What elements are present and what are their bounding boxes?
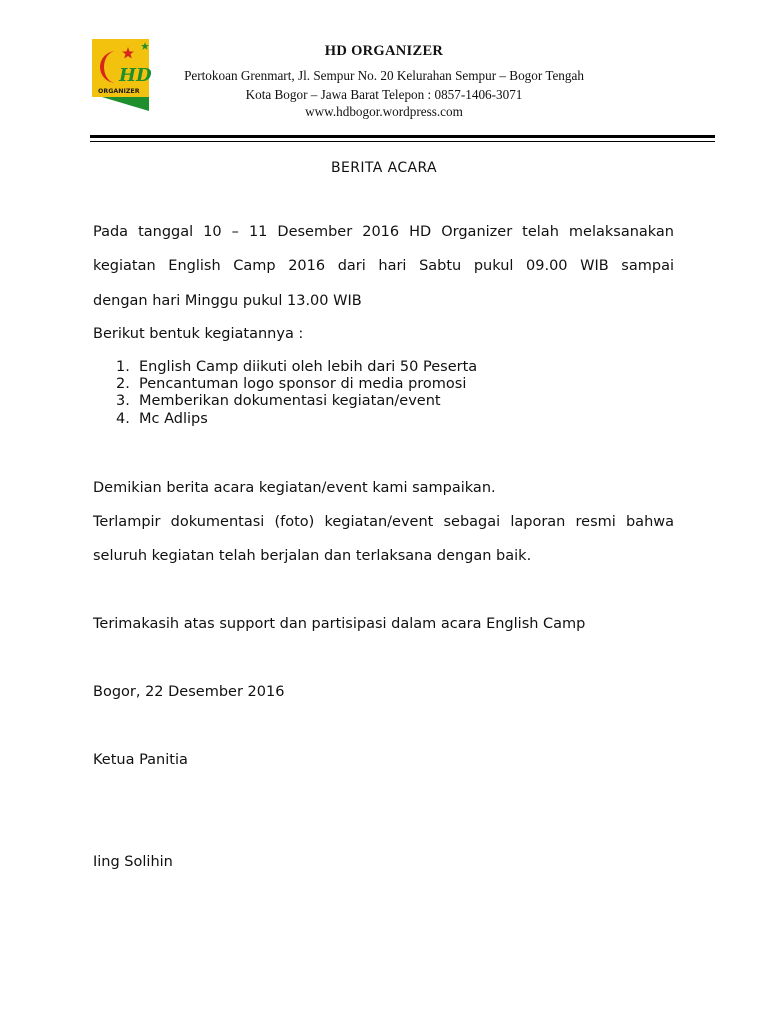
intro-line-3: dengan hari Minggu pukul 13.00 WIB bbox=[93, 293, 362, 309]
thanks-line: Terimakasih atas support dan partisipasi dalam acara English Camp bbox=[93, 616, 586, 632]
list-text: English Camp diikuti oleh lebih dari 50 Peserta bbox=[139, 359, 478, 375]
signatory-title: Ketua Panitia bbox=[93, 752, 188, 768]
list-number: 2. bbox=[116, 376, 130, 393]
letterhead-divider-thick bbox=[90, 135, 715, 138]
organization-name: HD ORGANIZER bbox=[324, 43, 444, 59]
attachment-line-2: seluruh kegiatan telah berjalan dan terlaksana dengan baik. bbox=[93, 548, 532, 564]
address-line-2: Kota Bogor – Jawa Barat Telepon : 0857-1406-3071 bbox=[245, 87, 523, 102]
address-line-1: Pertokoan Grenmart, Jl. Sempur No. 20 Kelurahan Sempur – Bogor Tengah bbox=[184, 68, 584, 83]
list-item bbox=[110, 376, 477, 393]
list-item bbox=[110, 359, 477, 376]
list-number: 1. bbox=[116, 359, 130, 375]
list-item bbox=[110, 393, 477, 410]
activity-list bbox=[110, 359, 477, 428]
website-url: www.hdbogor.wordpress.com bbox=[305, 104, 463, 119]
signatory-name: Iing Solihin bbox=[93, 854, 173, 870]
attachment-line-1: Terlampir dokumentasi (foto) kegiatan/event sebagai laporan resmi bahwa bbox=[93, 514, 674, 530]
logo-text: HD bbox=[119, 65, 152, 86]
intro-line-2: kegiatan English Camp 2016 dari hari Sabtu pukul 09.00 WIB sampai bbox=[93, 258, 674, 274]
organizer-logo bbox=[92, 39, 152, 111]
list-text: Mc Adlips bbox=[139, 410, 208, 427]
list-text: Memberikan dokumentasi kegiatan/event bbox=[139, 393, 441, 410]
intro-line-1: Pada tanggal 10 – 11 Desember 2016 HD Organizer telah melaksanakan bbox=[93, 224, 674, 240]
list-intro: Berikut bentuk kegiatannya : bbox=[93, 326, 304, 342]
list-text: Pencantuman logo sponsor di media promosi bbox=[139, 376, 467, 393]
letterhead-divider-thin bbox=[90, 141, 715, 142]
place-date: Bogor, 22 Desember 2016 bbox=[93, 684, 285, 700]
document-title: BERITA ACARA bbox=[330, 160, 438, 176]
logo-subtext: ORGANIZER bbox=[98, 88, 140, 95]
closing-line: Demikian berita acara kegiatan/event kami sampaikan. bbox=[93, 480, 496, 496]
list-item bbox=[110, 411, 477, 428]
list-number: 4. bbox=[116, 410, 130, 427]
list-number: 3. bbox=[116, 393, 130, 410]
